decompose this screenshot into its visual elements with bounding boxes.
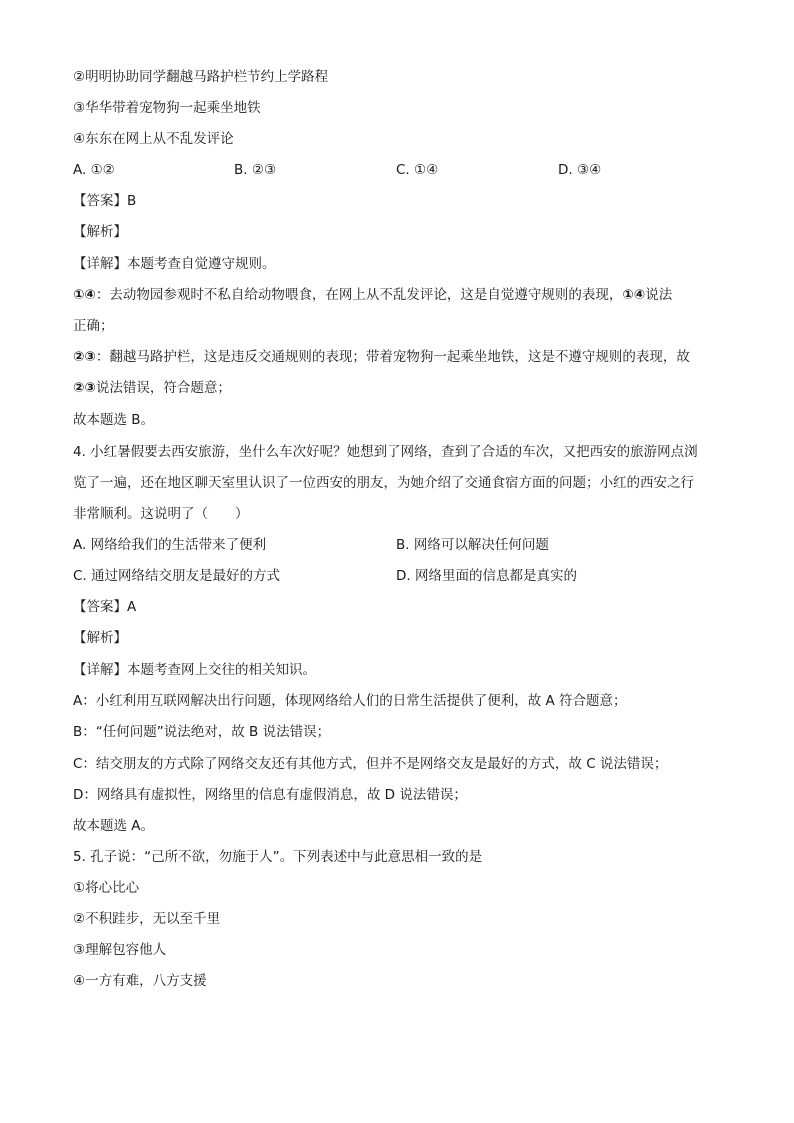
q4-explanation-a: A：小红利用互联网解决出行问题，体现网络给人们的日常生活提供了便利，故 A 符合题意；: [73, 693, 627, 709]
q3-exp1-mark: ①④: [73, 287, 96, 303]
q4-conclusion: 故本题选 A。: [73, 818, 155, 834]
q5-stem: 5. 孔子说：“己所不欲，勿施于人”。下列表述中与此意思相一致的是: [73, 849, 483, 865]
q3-option-a: A. ①②: [73, 162, 115, 178]
q3-exp1-text: ：去动物园参观时不私自给动物喂食，在网上从不乱发评论，这是自觉遵守规则的表现，: [95, 287, 623, 303]
q4-answer: 【答案】A: [73, 599, 137, 615]
q3-item-3: ③华华带着宠物狗一起乘坐地铁: [73, 100, 261, 116]
q3-explanation-2-cont: [73, 379, 231, 397]
q4-explanation-c: C：结交朋友的方式除了网络交友还有其他方式，但并不是网络交友是最好的方式，故 C 说法错误；: [73, 756, 668, 772]
q4-option-d: D. 网络里面的信息都是真实的: [396, 568, 577, 584]
q3-detail: 【详解】本题考查自觉遵守规则。: [73, 256, 276, 272]
q4-stem-line-1: 4. 小红暑假要去西安旅游，坐什么车次好呢？她想到了网络，查到了合适的车次，又把西安的旅游网点浏: [73, 444, 698, 460]
q3-analysis-tag: 【解析】: [73, 224, 127, 240]
q4-explanation-b: B：“任何问题”说法绝对，故 B 说法错误；: [73, 724, 331, 740]
q5-item-2: ②不积跬步，无以至千里: [73, 911, 221, 927]
q3-option-d: D. ③④: [558, 162, 602, 178]
q5-item-3: ③理解包容他人: [73, 942, 167, 958]
q3-exp1-mark2: ①④: [622, 287, 646, 303]
q4-option-b: B. 网络可以解决任何问题: [396, 537, 549, 553]
q5-item-1: ①将心比心: [73, 880, 140, 896]
q3-exp2-text-2: 说法错误，符合题意；: [95, 380, 231, 396]
q3-explanation-1-cont: 正确；: [73, 318, 114, 334]
q4-stem-line-2: 览了一遍，还在地区聊天室里认识了一位西安的朋友，为她介绍了交通食宿方面的问题；小红的西安之行: [73, 475, 694, 491]
q3-exp2-mark: ②③: [73, 349, 96, 365]
q3-answer: 【答案】B: [73, 193, 137, 209]
q3-item-4: ④东东在网上从不乱发评论: [73, 131, 234, 147]
q3-exp2-mark2: ②③: [73, 380, 96, 396]
q3-option-c: C. ①④: [396, 162, 439, 178]
q3-exp1-tail: 说法: [645, 287, 673, 303]
q4-stem-line-3: 非常顺利。这说明了（ ）: [73, 506, 249, 522]
q3-exp2-text: ：翻越马路护栏，这是违反交通规则的表现；带着宠物狗一起乘坐地铁，这是不遵守规则的表现，故: [95, 349, 690, 365]
q3-conclusion: 故本题选 B。: [73, 412, 155, 428]
q4-analysis-tag: 【解析】: [73, 630, 127, 646]
q4-explanation-d: D：网络具有虚拟性，网络里的信息有虚假消息，故 D 说法错误；: [73, 787, 467, 803]
q3-item-2: ②明明协助同学翻越马路护栏节约上学路程: [73, 69, 329, 85]
q5-item-4: ④一方有难，八方支援: [73, 973, 207, 989]
q4-detail: 【详解】本题考查网上交往的相关知识。: [73, 662, 316, 678]
q4-option-c: C. 通过网络结交朋友是最好的方式: [73, 568, 281, 584]
q3-option-b: B. ②③: [234, 162, 277, 178]
q3-explanation-2: [73, 348, 690, 366]
q3-explanation-1: [73, 286, 672, 304]
q4-option-a: A. 网络给我们的生活带来了便利: [73, 537, 267, 553]
